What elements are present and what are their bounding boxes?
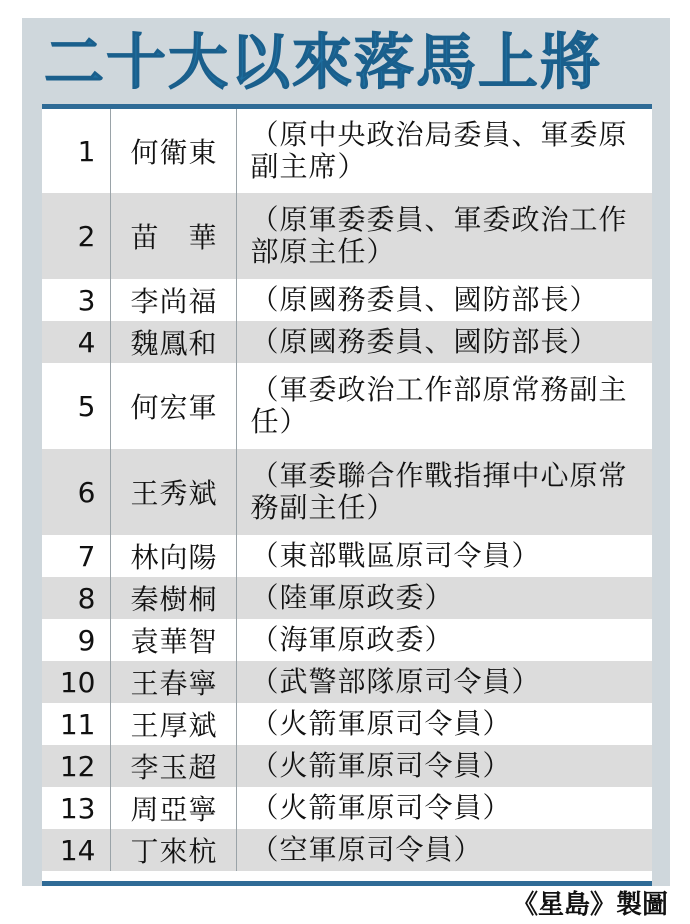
table-row bbox=[42, 661, 652, 703]
row-number: 9 bbox=[42, 619, 110, 661]
table-row bbox=[42, 829, 652, 871]
row-description: （原軍委委員、軍委政治工作部原主任） bbox=[236, 193, 652, 279]
row-name: 苗 華 bbox=[110, 193, 236, 279]
row-name: 袁華智 bbox=[110, 619, 236, 661]
row-description: （武警部隊原司令員） bbox=[236, 661, 652, 703]
row-name: 何衛東 bbox=[110, 109, 236, 193]
row-number: 13 bbox=[42, 787, 110, 829]
row-description: （火箭軍原司令員） bbox=[250, 707, 512, 740]
row-description: （東部戰區原司令員） bbox=[250, 539, 541, 572]
row-number: 1 bbox=[42, 109, 110, 193]
row-name: 王厚斌 bbox=[110, 703, 236, 745]
row-number: 2 bbox=[42, 193, 110, 279]
row-number: 7 bbox=[42, 535, 110, 577]
row-name: 周亞寧 bbox=[110, 787, 236, 829]
row-description: （軍委政治工作部原常務副主任） bbox=[250, 373, 628, 438]
row-description: （原中央政治局委員、軍委原副主席） bbox=[250, 118, 628, 183]
row-number: 14 bbox=[42, 829, 110, 871]
row-description: （原國務委員、國防部長） bbox=[250, 283, 599, 316]
row-name: 王春寧 bbox=[110, 661, 236, 703]
table-row bbox=[42, 109, 652, 193]
table-row bbox=[42, 535, 652, 577]
table-row bbox=[42, 787, 652, 829]
table-row bbox=[42, 619, 652, 661]
table-row bbox=[42, 321, 652, 363]
source-credit: 《星島》製圖 bbox=[511, 890, 668, 920]
table-row bbox=[42, 577, 652, 619]
row-description: （火箭軍原司令員） bbox=[236, 745, 652, 787]
row-number: 5 bbox=[42, 363, 110, 449]
row-number: 10 bbox=[42, 661, 110, 703]
table-row bbox=[42, 703, 652, 745]
table-row bbox=[42, 193, 652, 279]
row-name: 王秀斌 bbox=[110, 449, 236, 535]
row-number: 12 bbox=[42, 745, 110, 787]
row-number: 4 bbox=[42, 321, 110, 363]
row-description: （火箭軍原司令員） bbox=[250, 791, 512, 824]
row-name: 林向陽 bbox=[110, 535, 236, 577]
table-body bbox=[42, 109, 652, 871]
row-name: 魏鳳和 bbox=[110, 321, 236, 363]
row-name: 丁來杭 bbox=[110, 829, 236, 871]
page-title: 二十大以來落馬上將 bbox=[44, 28, 602, 98]
row-description: （空軍原司令員） bbox=[236, 829, 652, 871]
row-number: 6 bbox=[42, 449, 110, 535]
table-row bbox=[42, 279, 652, 321]
generals-table bbox=[42, 109, 652, 871]
row-number: 11 bbox=[42, 703, 110, 745]
row-description: （軍委聯合作戰指揮中心原常務副主任） bbox=[236, 449, 652, 535]
row-description: （海軍原政委） bbox=[250, 623, 454, 656]
table-row bbox=[42, 363, 652, 449]
row-name: 何宏軍 bbox=[110, 363, 236, 449]
row-description: （陸軍原政委） bbox=[236, 577, 652, 619]
generals-table-container bbox=[42, 104, 652, 886]
row-name: 秦樹桐 bbox=[110, 577, 236, 619]
row-name: 李尚福 bbox=[110, 279, 236, 321]
row-number: 3 bbox=[42, 279, 110, 321]
table-row bbox=[42, 449, 652, 535]
row-description: （原國務委員、國防部長） bbox=[236, 321, 652, 363]
row-name: 李玉超 bbox=[110, 745, 236, 787]
table-row bbox=[42, 745, 652, 787]
row-number: 8 bbox=[42, 577, 110, 619]
